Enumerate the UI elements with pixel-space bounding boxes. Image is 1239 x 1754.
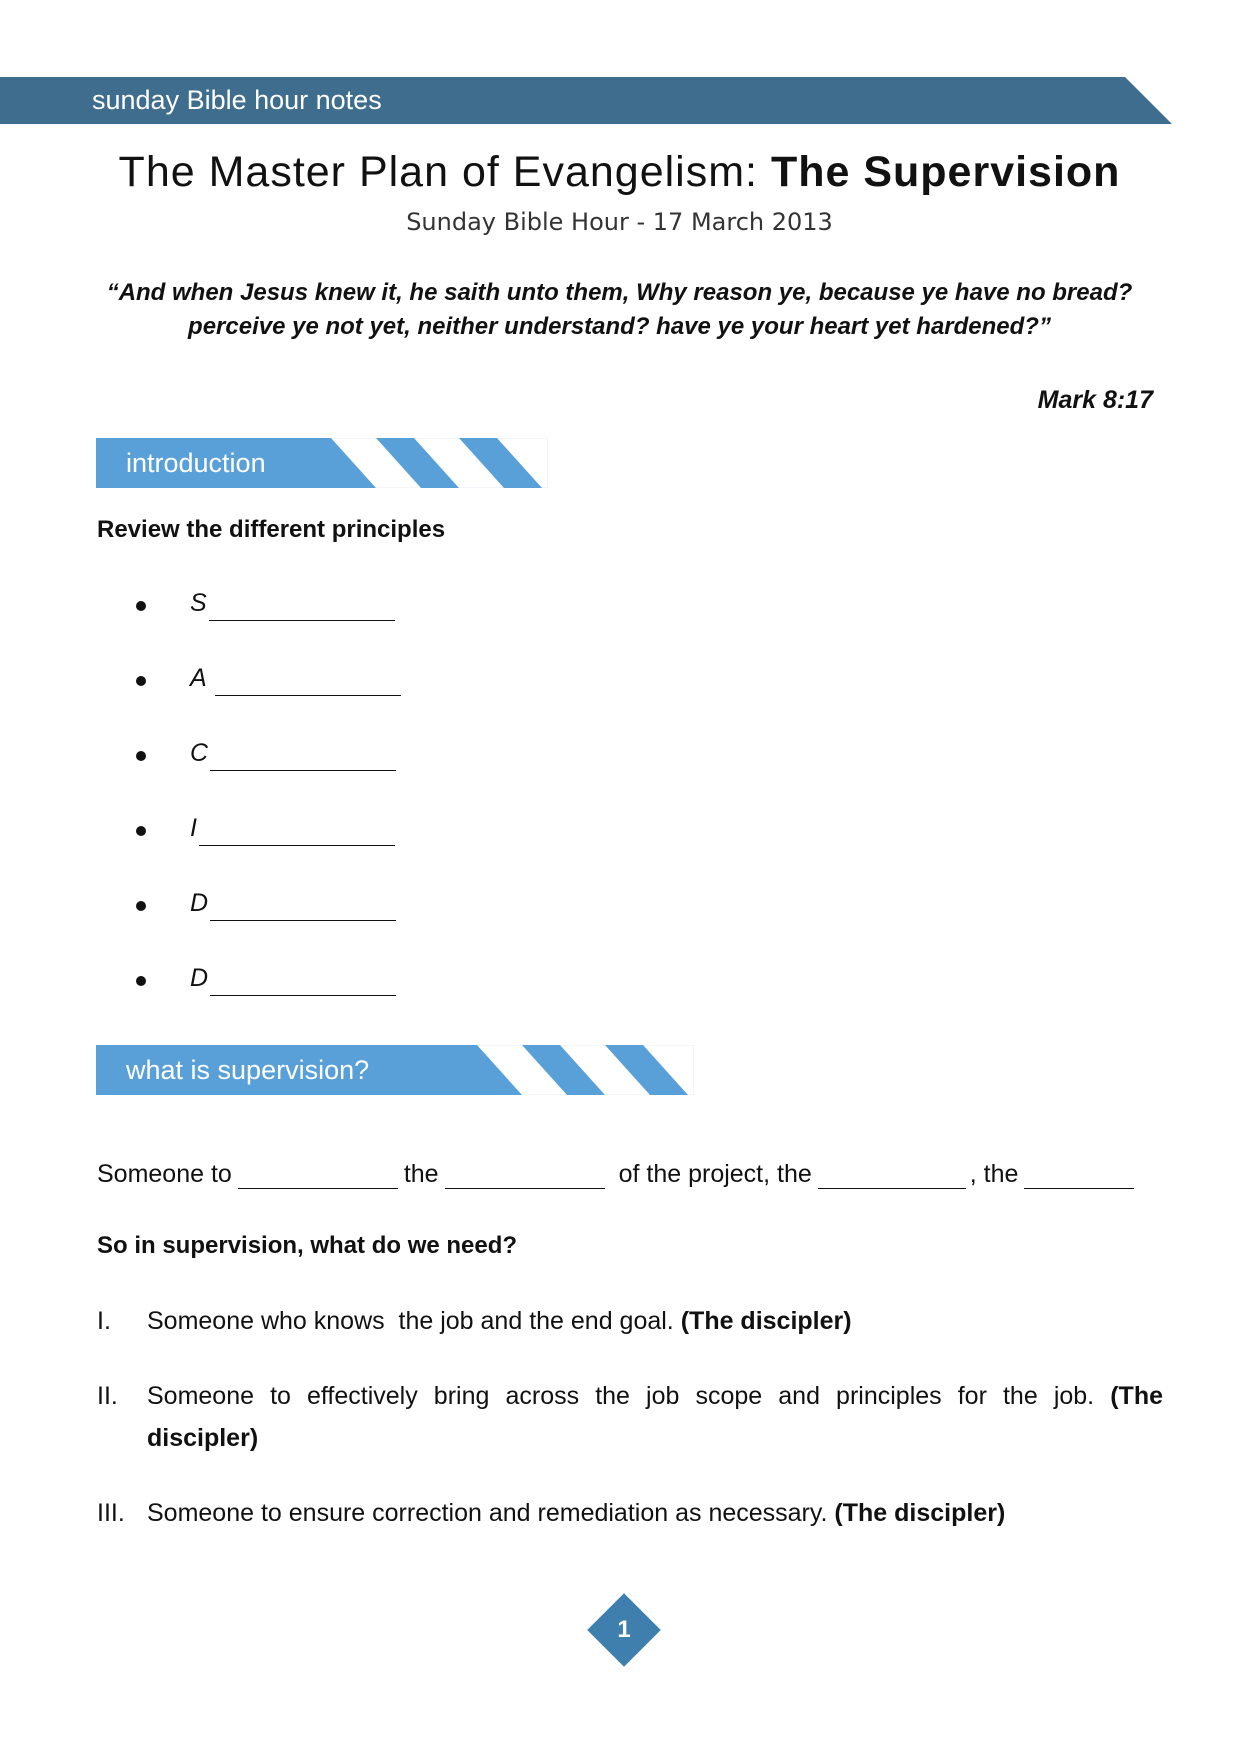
item-numeral: I. (97, 1307, 111, 1335)
page-subtitle: Sunday Bible Hour - 17 March 2013 (406, 208, 833, 236)
item-role: (The discipler) (147, 1382, 1163, 1452)
list-item (97, 1492, 1163, 1534)
answer-blank[interactable] (238, 1166, 398, 1189)
item-role: (The discipler) (834, 1499, 1006, 1527)
bullet-icon (136, 976, 146, 986)
bullet-icon (136, 676, 146, 686)
fill-in-sentence (97, 1160, 1163, 1189)
item-text: Someone who knows the job and the end goal. (147, 1307, 681, 1335)
list-item (130, 735, 401, 810)
bullet-icon (136, 751, 146, 761)
principle-letter: C (190, 739, 209, 767)
scripture-quote (90, 276, 1149, 344)
list-item (130, 585, 401, 660)
bullet-icon (136, 601, 146, 611)
list-item (130, 885, 401, 960)
sentence-part: the (403, 1160, 439, 1188)
answer-blank[interactable] (445, 1166, 605, 1189)
principle-letter: A (190, 664, 213, 692)
sentence-part: Someone to (97, 1160, 232, 1188)
answer-blank[interactable] (209, 596, 395, 621)
answer-blank[interactable] (210, 746, 396, 771)
page-number: 1 (617, 1616, 631, 1643)
answer-blank[interactable] (199, 821, 395, 846)
sentence-part: of the project, the (618, 1160, 812, 1188)
list-item (130, 660, 401, 735)
item-text: Someone to effectively bring across the job scope and principles for the job. (147, 1382, 1111, 1410)
title-bold: The Supervision (770, 148, 1121, 196)
answer-blank[interactable] (210, 971, 396, 996)
list-item (130, 810, 401, 885)
scripture-reference: Mark 8:17 (1037, 386, 1153, 414)
answer-blank[interactable] (210, 896, 396, 921)
sentence-part: , the (969, 1160, 1019, 1188)
list-item (97, 1375, 1163, 1459)
bullet-icon (136, 901, 146, 911)
principle-letter: D (190, 889, 209, 917)
review-heading: Review the different principles (97, 516, 446, 543)
item-text: Someone to ensure correction and remediation as necessary. (147, 1499, 835, 1527)
quote-line-1: “And when Jesus knew it, he saith unto them, Why reason ye, because ye have no bread? (106, 279, 1133, 306)
list-item (130, 960, 401, 1035)
principles-list (130, 585, 401, 1035)
header-label: sunday Bible hour notes (92, 85, 382, 115)
item-numeral: III. (97, 1499, 125, 1527)
section-band-what-is-supervision (96, 1045, 694, 1095)
principle-letter: S (190, 589, 207, 617)
principle-letter: D (190, 964, 209, 992)
list-item (97, 1300, 1163, 1342)
bullet-icon (136, 826, 146, 836)
quote-line-2: perceive ye not yet, neither understand? have ye your heart yet hardened?” (188, 313, 1051, 340)
item-numeral: II. (97, 1382, 118, 1410)
page-title (0, 148, 1239, 197)
title-regular: The Master Plan of Evangelism: (118, 148, 771, 196)
section-title-what-is-supervision: what is supervision? (126, 1055, 370, 1085)
answer-blank[interactable] (1024, 1166, 1134, 1189)
principle-letter: I (190, 814, 197, 842)
needs-heading: So in supervision, what do we need? (97, 1232, 518, 1259)
section-band-introduction (96, 438, 548, 488)
answer-blank[interactable] (818, 1166, 966, 1189)
answer-blank[interactable] (215, 671, 401, 696)
item-role: (The discipler) (680, 1307, 852, 1335)
section-title-introduction: introduction (126, 448, 266, 478)
